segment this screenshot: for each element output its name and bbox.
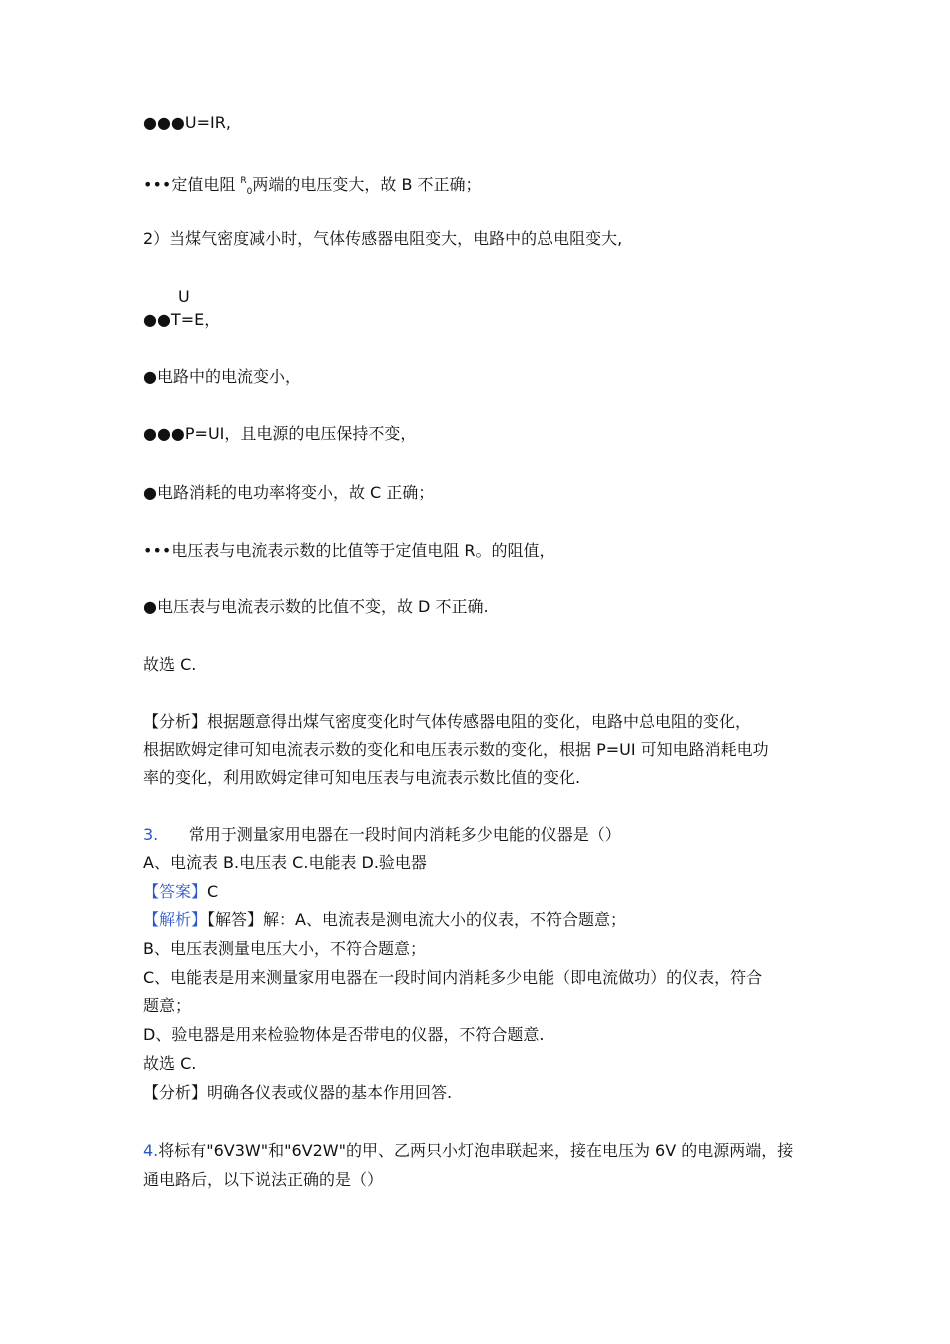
explanation-c-1: C、电能表是用来测量家用电器在一段时间内消耗多少电能（即电流做功）的仪表，符合 bbox=[143, 968, 763, 987]
answer-line: 【答案】C bbox=[143, 882, 219, 901]
analysis-line-3: 率的变化，利用欧姆定律可知电压表与电流表示数比值的变化. bbox=[143, 768, 581, 787]
question-3-options: A、电流表 B.电压表 C.电能表 D.验电器 bbox=[143, 853, 427, 872]
line-ratio-equals: •••电压表与电流表示数的比值等于定值电阻 R。的阻值， bbox=[143, 541, 556, 560]
line-r0-voltage: •••定值电阻 $^R_0$两端的电压变大，故 B 不正确； bbox=[143, 175, 482, 197]
answer-tag: 【答案】 bbox=[143, 882, 208, 901]
line-formula-te: ●●T=E， bbox=[143, 310, 221, 329]
line-step-2: 2）当煤气密度减小时，气体传感器电阻变大，电路中的总电阻变大, bbox=[143, 229, 623, 248]
line-p-ui: ●●●P=UI，且电源的电压保持不变， bbox=[143, 424, 417, 443]
question-4: 4.将标有"6V3W"和"6V2W"的甲、乙两只小灯泡串联起来，接在电压为 6V 的电源两端，接 bbox=[143, 1141, 794, 1160]
question-3: 3. 常用于测量家用电器在一段时间内消耗多少电能的仪器是（） bbox=[143, 825, 621, 844]
fraction-numerator: U bbox=[178, 287, 190, 306]
line-power-decrease: ●电路消耗的电功率将变小，故 C 正确； bbox=[143, 483, 435, 502]
question-4-line-2: 通电路后，以下说法正确的是（） bbox=[143, 1170, 384, 1189]
line-current-decrease: ●电路中的电流变小， bbox=[143, 367, 301, 386]
line-u-ir: ●●●U=IR, bbox=[143, 113, 231, 132]
explanation-b: B、电压表测量电压大小，不符合题意； bbox=[143, 939, 426, 958]
line-ratio-unchanged: ●电压表与电流表示数的比值不变，故 D 不正确. bbox=[143, 597, 489, 616]
explanation-tag: 【解析】 bbox=[143, 910, 208, 929]
analysis-line-2: 根据欧姆定律可知电流表示数的变化和电压表示数的变化，根据 P=UI 可知电路消耗电功 bbox=[143, 740, 769, 759]
explanation-d: D、验电器是用来检验物体是否带电的仪器，不符合题意. bbox=[143, 1025, 545, 1044]
explanation-line: 【解析】【解答】解：A、电流表是测电流大小的仪表，不符合题意； bbox=[143, 910, 626, 929]
analysis-line-1: 【分析】根据题意得出煤气密度变化时气体传感器电阻的变化，电路中总电阻的变化， bbox=[143, 712, 752, 731]
question-number: 3. bbox=[143, 825, 159, 844]
question-3-analysis: 【分析】明确各仪表或仪器的基本作用回答. bbox=[143, 1083, 453, 1102]
question-3-choose: 故选 C. bbox=[143, 1054, 197, 1073]
explanation-c-2: 题意； bbox=[143, 996, 192, 1015]
question-number: 4. bbox=[143, 1141, 159, 1160]
line-choose-c: 故选 C. bbox=[143, 655, 197, 674]
